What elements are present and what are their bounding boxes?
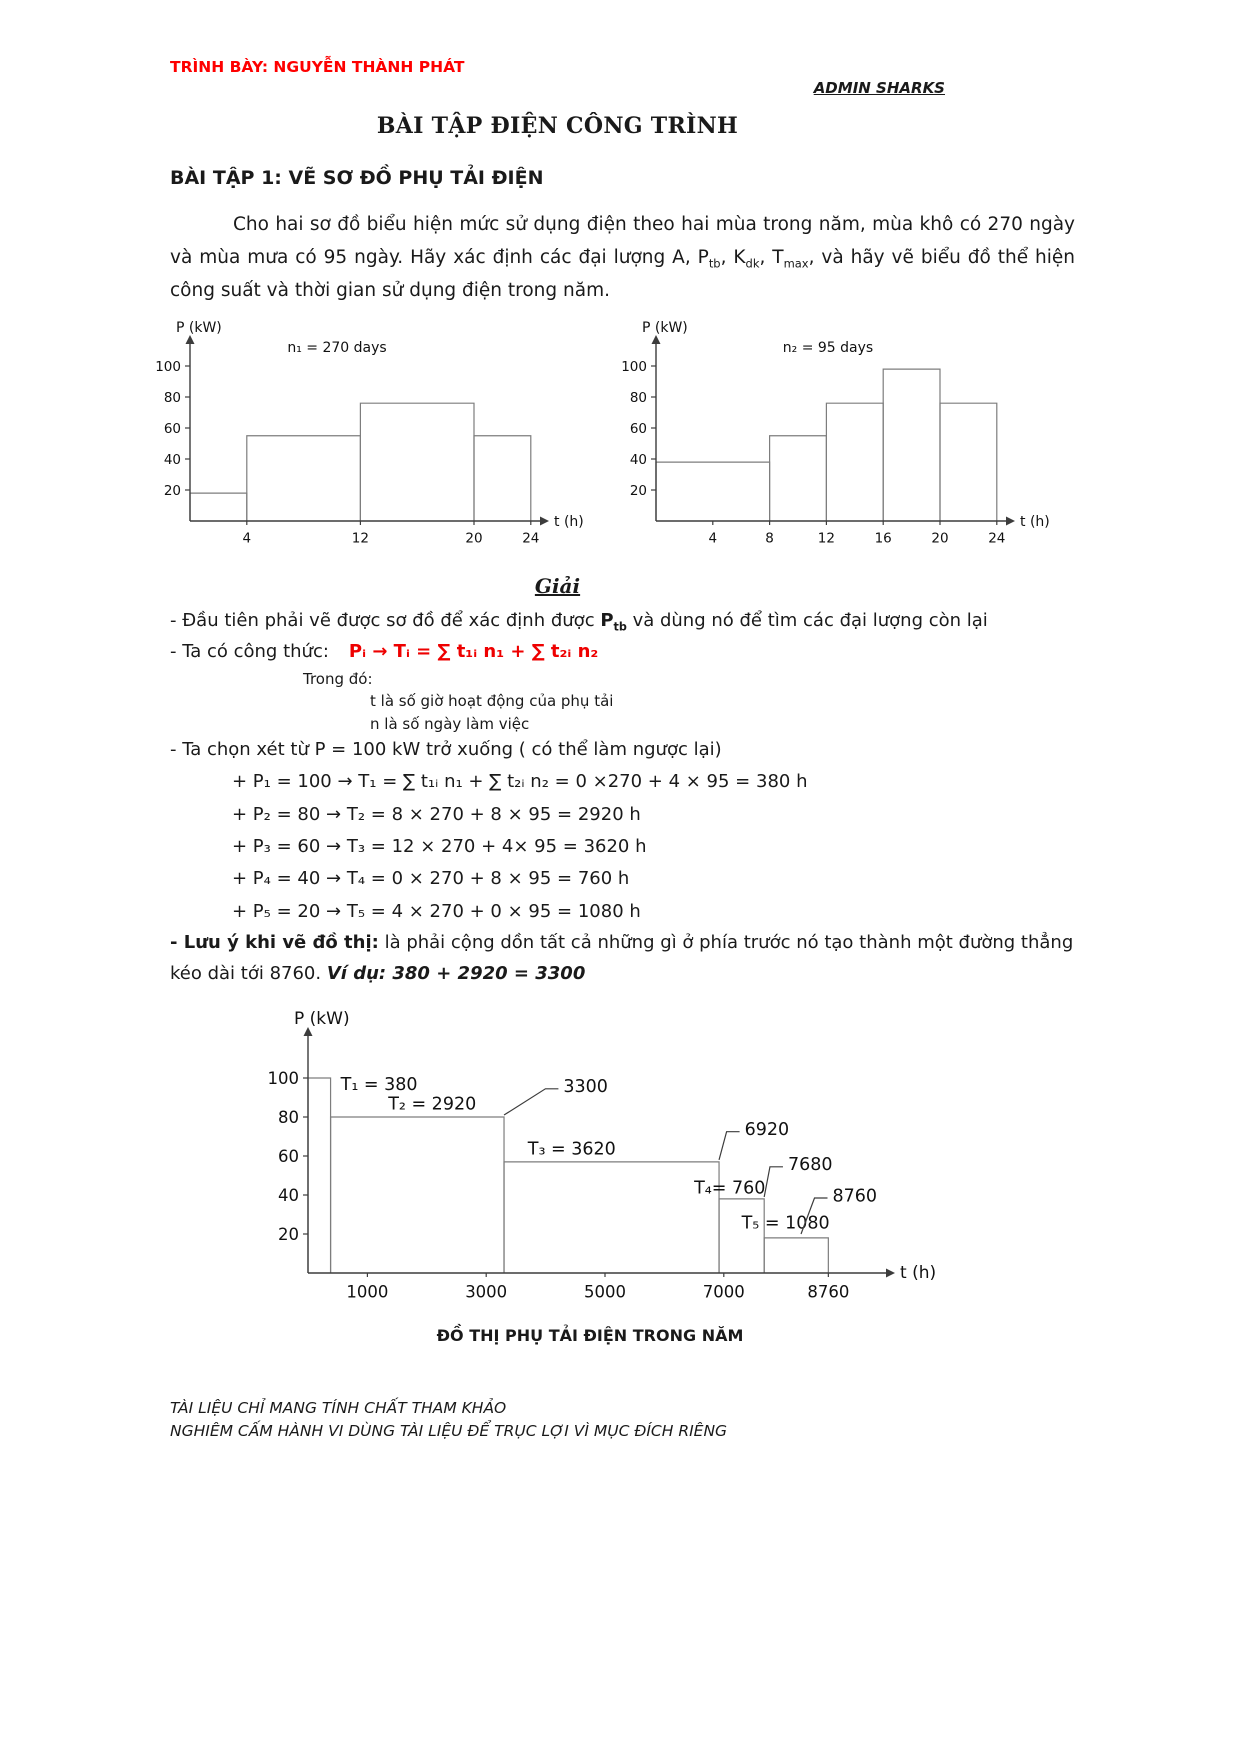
admin-credit: ADMIN SHARKS — [813, 79, 945, 97]
svg-text:4: 4 — [708, 530, 718, 547]
svg-text:T₄= 760: T₄= 760 — [694, 1178, 766, 1199]
solution-text: và dùng nó để tìm các đại lượng còn lại — [626, 609, 988, 631]
svg-text:P (kW): P (kW) — [176, 319, 222, 336]
chart-caption: ĐỒ THỊ PHỤ TẢI ĐIỆN TRONG NĂM — [436, 1325, 744, 1345]
svg-text:100: 100 — [621, 358, 647, 375]
svg-text:P (kW): P (kW) — [294, 1008, 350, 1029]
note-text: là phải cộng dồn tất cả những gì ở phía trước nó tạo thành một đường thẳng kéo dài tới 8760. — [170, 932, 1074, 985]
where-n-note: n là số ngày làm việc — [370, 714, 530, 733]
subscript-max: max — [783, 256, 809, 271]
svg-text:T₃ = 3620: T₃ = 3620 — [527, 1139, 616, 1160]
wet-season-load-chart — [598, 316, 1056, 562]
svg-text:7000: 7000 — [702, 1282, 745, 1302]
where-t-note: t là số giờ hoạt động của phụ tải — [370, 692, 614, 711]
svg-text:20: 20 — [931, 530, 949, 547]
svg-text:24: 24 — [988, 530, 1006, 547]
subscript-tb: tb — [708, 256, 721, 271]
calc-line-p1: + P₁ = 100 → T₁ = ∑ t₁ᵢ n₁ + ∑ t₂ᵢ n₂ = 0 ×270 + 4 × 95 = 380 h — [232, 771, 808, 793]
disclaimer-line-1: TÀI LIỆU CHỈ MANG TÍNH CHẤT THAM KHẢO — [170, 1398, 507, 1417]
svg-text:60: 60 — [629, 420, 647, 437]
calc-line-p4: + P₄ = 40 → T₄ = 0 × 270 + 8 × 95 = 760 h — [232, 868, 630, 890]
svg-text:40: 40 — [163, 451, 181, 468]
subscript-dk: dk — [745, 256, 760, 271]
svg-text:60: 60 — [278, 1146, 299, 1166]
problem-statement — [170, 209, 1075, 308]
svg-text:16: 16 — [874, 530, 892, 547]
svg-text:12: 12 — [817, 530, 835, 547]
svg-text:8760: 8760 — [832, 1186, 878, 1207]
disclaimer-footer — [170, 1397, 1075, 1444]
svg-text:20: 20 — [629, 482, 647, 499]
note-title: - Lưu ý khi vẽ đồ thị: — [170, 932, 379, 954]
calc-line-p2: + P₂ = 80 → T₂ = 8 × 270 + 8 × 95 = 2920 h — [232, 803, 641, 825]
problem-text: , T — [759, 246, 784, 268]
svg-text:t (h): t (h) — [554, 513, 584, 530]
svg-text:80: 80 — [163, 389, 181, 406]
calc-line-p5: + P₅ = 20 → T₅ = 4 × 270 + 0 × 95 = 1080 h — [232, 900, 641, 922]
svg-text:100: 100 — [267, 1068, 299, 1088]
svg-text:100: 100 — [155, 358, 181, 375]
svg-text:20: 20 — [465, 530, 483, 547]
calc-line-p3: + P₃ = 60 → T₃ = 12 × 270 + 4× 95 = 3620 h — [232, 835, 647, 857]
svg-text:20: 20 — [278, 1224, 299, 1244]
note-example: Ví dụ: 380 + 2920 = 3300 — [326, 963, 586, 985]
svg-text:12: 12 — [351, 530, 369, 547]
svg-text:T₅ = 1080: T₅ = 1080 — [741, 1213, 830, 1234]
svg-text:24: 24 — [522, 530, 540, 547]
svg-text:40: 40 — [629, 451, 647, 468]
choose-line: - Ta chọn xét từ P = 100 kW trở xuống ( có thể làm ngược lại) — [170, 739, 722, 761]
svg-text:T₂ = 2920: T₂ = 2920 — [388, 1094, 477, 1115]
season-charts-row — [132, 316, 1075, 562]
solution-heading: Giải — [534, 573, 581, 598]
svg-text:1000: 1000 — [346, 1282, 389, 1302]
svg-text:T₁ = 380: T₁ = 380 — [340, 1075, 418, 1096]
dry-season-load-chart — [132, 316, 590, 562]
svg-text:3000: 3000 — [465, 1282, 508, 1302]
problem-text: , K — [720, 246, 746, 268]
svg-text:80: 80 — [278, 1107, 299, 1127]
note-line — [170, 928, 1075, 990]
load-duration-formula: Pᵢ → Tᵢ = ∑ t₁ᵢ n₁ + ∑ t₂ᵢ n₂ — [348, 640, 599, 662]
formula-label: - Ta có công thức: — [170, 640, 329, 662]
svg-text:40: 40 — [278, 1185, 299, 1205]
solution-step-1 — [170, 606, 1075, 637]
svg-text:6920: 6920 — [744, 1119, 790, 1140]
svg-text:80: 80 — [629, 389, 647, 406]
svg-text:n₁ = 270 days: n₁ = 270 days — [287, 339, 387, 356]
svg-text:8760: 8760 — [807, 1282, 850, 1302]
solution-text: - Đầu tiên phải vẽ được sơ đồ để xác định được — [170, 609, 601, 631]
exercise-heading: BÀI TẬP 1: VẼ SƠ ĐỒ PHỤ TẢI ĐIỆN — [170, 167, 544, 189]
annual-load-duration-chart — [238, 998, 1075, 1314]
svg-text:3300: 3300 — [563, 1077, 608, 1098]
svg-text:8: 8 — [765, 530, 774, 547]
ptb-symbol: $P_{tb}$ — [600, 609, 627, 634]
document-title: BÀI TẬP ĐIỆN CÔNG TRÌNH — [376, 113, 739, 139]
problem-text: Cho hai sơ đồ biểu hiện mức sử dụng điện theo hai mùa trong năm, mùa khô có 270 ngày và mùa mưa có 95 ngày. Hãy xác định các đại lượng A, P — [170, 214, 1075, 268]
svg-text:P (kW): P (kW) — [642, 319, 688, 336]
formula-line — [170, 637, 1075, 668]
svg-text:n₂ = 95 days: n₂ = 95 days — [782, 339, 874, 356]
svg-text:4: 4 — [242, 530, 252, 547]
svg-text:t (h): t (h) — [900, 1262, 937, 1283]
disclaimer-line-2: NGHIÊM CẤM HÀNH VI DÙNG TÀI LIỆU ĐỂ TRỤC LỢI VÌ MỤC ĐÍCH RIÊNG — [170, 1422, 728, 1441]
svg-text:5000: 5000 — [584, 1282, 626, 1302]
where-label: Trong đó: — [303, 669, 373, 688]
svg-text:t (h): t (h) — [1020, 513, 1050, 530]
svg-text:60: 60 — [163, 420, 181, 437]
presenter-line: TRÌNH BÀY: NGUYỄN THÀNH PHÁT — [170, 58, 465, 76]
problem-text: , và hãy vẽ biểu đồ thể hiện công suất và thời gian sử dụng điện trong năm. — [170, 246, 1076, 301]
svg-text:7680: 7680 — [787, 1155, 833, 1176]
svg-text:20: 20 — [163, 482, 181, 499]
